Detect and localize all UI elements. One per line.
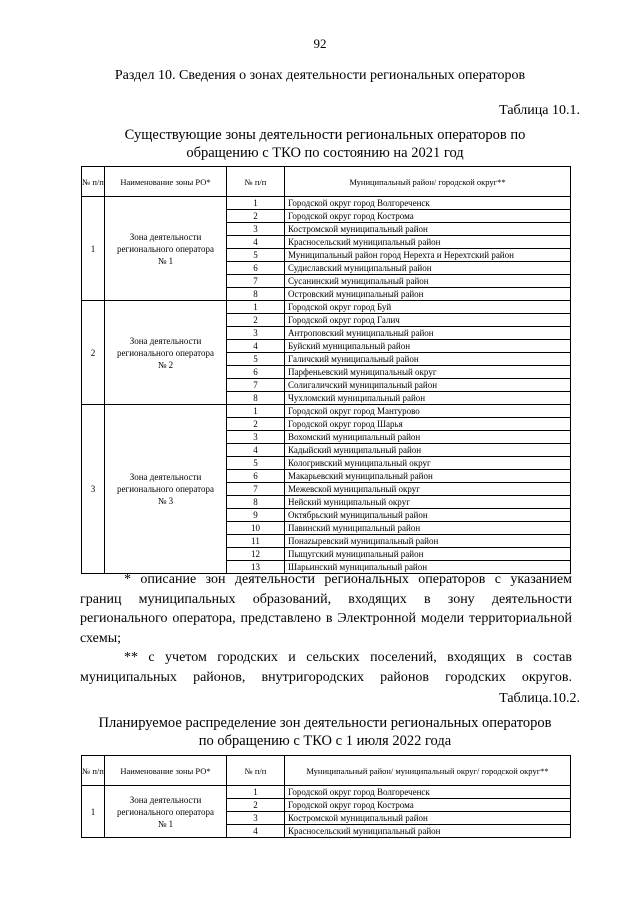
municipality-name: Сусанинский муниципальный район (285, 275, 571, 288)
table-1-body (82, 167, 571, 574)
section-title: Раздел 10. Сведения о зонах деятельности региональных операторов (114, 68, 526, 83)
municipality-name: Октябрьский муниципальный район (285, 509, 571, 522)
footnote-2: ** с учетом городских и сельских поселений, входящих в состав муниципальных районов, внутригородских районов городских округов. (80, 650, 572, 685)
municipality-name: Макарьевский муниципальный район (285, 470, 571, 483)
municipality-number: 1 (227, 786, 285, 799)
municipality-name: Шарьинский муниципальный район (285, 561, 571, 574)
municipality-number: 2 (227, 799, 285, 812)
table-row (82, 301, 571, 314)
municipality-number: 4 (227, 236, 285, 249)
municipality-name: Костромской муниципальный район (285, 223, 571, 236)
municipality-number: 6 (227, 366, 285, 379)
table-row (82, 197, 571, 210)
header-zone-name: Наименование зоны РО* (105, 756, 227, 786)
municipality-number: 2 (227, 210, 285, 223)
municipality-name: Городской округ город Буй (285, 301, 571, 314)
municipality-number: 8 (227, 288, 285, 301)
table-2-title-line-2: по обращению с ТКО с 1 июля 2022 года (198, 733, 452, 749)
municipality-name: Галичский муниципальный район (285, 353, 571, 366)
municipality-number: 10 (227, 522, 285, 535)
municipality-number: 6 (227, 470, 285, 483)
municipality-number: 9 (227, 509, 285, 522)
municipality-number: 2 (227, 314, 285, 327)
municipality-number: 3 (227, 812, 285, 825)
zone-number: 2 (82, 301, 105, 405)
municipality-name: Городской округ город Шарья (285, 418, 571, 431)
municipality-number: 8 (227, 392, 285, 405)
municipality-number: 5 (227, 249, 285, 262)
municipality-number: 2 (227, 418, 285, 431)
table-row (82, 786, 571, 799)
municipality-number: 5 (227, 457, 285, 470)
table-2-header-row (82, 756, 571, 786)
zone-number: 1 (82, 786, 105, 838)
municipality-name: Парфеньевский муниципальный округ (285, 366, 571, 379)
table-1 (81, 166, 571, 574)
table-2 (81, 755, 571, 838)
table-1-title-line-2: обращению с ТКО по состоянию на 2021 год (186, 145, 464, 161)
municipality-name: Городской округ город Кострома (285, 799, 571, 812)
municipality-name: Городской округ город Мантурово (285, 405, 571, 418)
table-row (82, 405, 571, 418)
municipality-name: Островский муниципальный район (285, 288, 571, 301)
municipality-name: Городской округ город Волгореченск (285, 786, 571, 799)
table-2-title-line-1: Планируемое распределение зон деятельности региональных операторов (98, 715, 552, 731)
municipality-name: Красносельский муниципальный район (285, 236, 571, 249)
table-1-label: Таблица 10.1. (499, 103, 580, 118)
municipality-number: 4 (227, 825, 285, 838)
municipality-number: 7 (227, 275, 285, 288)
municipality-name: Городской округ город Галич (285, 314, 571, 327)
municipality-number: 11 (227, 535, 285, 548)
table-2-label: Таблица.10.2. (499, 691, 580, 706)
municipality-number: 4 (227, 340, 285, 353)
municipality-number: 4 (227, 444, 285, 457)
table-1-title-line-1: Существующие зоны деятельности региональных операторов по (124, 127, 526, 143)
zone-number: 1 (82, 197, 105, 301)
municipality-name: Кадыйский муниципальный район (285, 444, 571, 457)
municipality-name: Кологривский муниципальный округ (285, 457, 571, 470)
municipality-name: Городской округ город Волгореченск (285, 197, 571, 210)
municipality-name: Судиславский муниципальный район (285, 262, 571, 275)
municipality-name: Солигаличский муниципальный район (285, 379, 571, 392)
zone-name: Зона деятельности регионального оператора № 3 (105, 405, 227, 574)
header-sub-num: № п/п (227, 756, 285, 786)
municipality-name: Нейский муниципальный округ (285, 496, 571, 509)
municipality-name: Межевской муниципальный округ (285, 483, 571, 496)
municipality-name: Костромской муниципальный район (285, 812, 571, 825)
municipality-number: 3 (227, 431, 285, 444)
municipality-name: Павинский муниципальный район (285, 522, 571, 535)
municipality-name: Понazыревский муниципальный район (285, 535, 571, 548)
header-municipality: Муниципальный район/ муниципальный округ/ городской округ** (285, 756, 571, 786)
municipality-name: Антроповский муниципальный район (285, 327, 571, 340)
municipality-number: 13 (227, 561, 285, 574)
table-2-body (82, 756, 571, 838)
municipality-number: 1 (227, 405, 285, 418)
municipality-name: Буйский муниципальный район (285, 340, 571, 353)
municipality-number: 12 (227, 548, 285, 561)
municipality-number: 7 (227, 379, 285, 392)
municipality-number: 8 (227, 496, 285, 509)
municipality-name: Муниципальный район город Нерехта и Нерехтский район (285, 249, 571, 262)
municipality-name: Красносельский муниципальный район (285, 825, 571, 838)
table-1-title (80, 126, 570, 162)
municipality-number: 6 (227, 262, 285, 275)
zone-name: Зона деятельности регионального оператора № 1 (105, 197, 227, 301)
municipality-number: 3 (227, 327, 285, 340)
municipality-number: 1 (227, 301, 285, 314)
page-number: 92 (313, 36, 327, 51)
municipality-number: 7 (227, 483, 285, 496)
zone-name: Зона деятельности регионального оператора № 1 (105, 786, 227, 838)
municipality-name: Пыщугский муниципальный район (285, 548, 571, 561)
header-zone-name: Наименование зоны РО* (105, 167, 227, 197)
municipality-name: Вохомский муниципальный район (285, 431, 571, 444)
header-sub-num: № п/п (227, 167, 285, 197)
municipality-name: Городской округ город Кострома (285, 210, 571, 223)
footnotes (80, 570, 572, 687)
table-2-title (80, 714, 570, 750)
municipality-number: 3 (227, 223, 285, 236)
municipality-name: Чухломский муниципальный район (285, 392, 571, 405)
zone-name: Зона деятельности регионального оператора № 2 (105, 301, 227, 405)
header-num: № п/п (82, 167, 105, 197)
municipality-number: 1 (227, 197, 285, 210)
table-1-header-row (82, 167, 571, 197)
zone-number: 3 (82, 405, 105, 574)
footnote-1: * описание зон деятельности региональных операторов с указанием границ муниципальных образований, входящих в зону деятельности регионального оператора, представлено в Электронной модели территориальной схемы; (80, 572, 572, 646)
header-municipality: Муниципальный район/ городской округ** (285, 167, 571, 197)
header-num: № п/п (82, 756, 105, 786)
municipality-number: 5 (227, 353, 285, 366)
